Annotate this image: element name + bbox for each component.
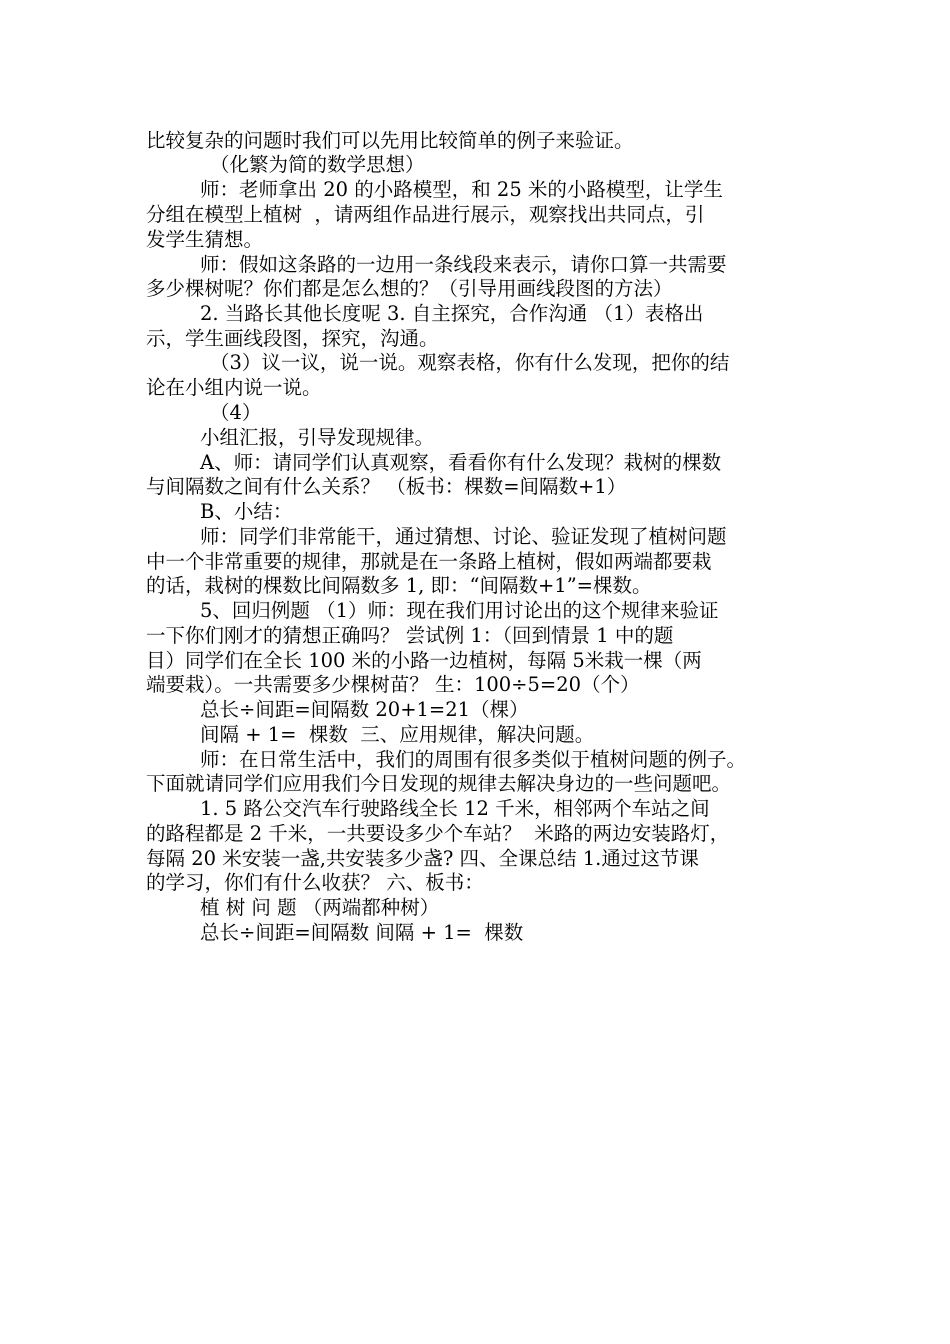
text-line: （3）议一议，说一说。观察表格，你有什么发现，把你的结	[210, 351, 730, 374]
text-line: 端要栽）。一共需要多少棵树苗？ 生：100÷5=20（个）	[146, 673, 640, 696]
text-line: B、小结：	[200, 500, 293, 523]
text-line: 师：假如这条路的一边用一条线段来表示，请你口算一共需要	[200, 253, 727, 276]
text-line: （4）	[210, 401, 262, 424]
text-line: 分组在模型上植树 ，请两组作品进行展示，观察找出共同点，引	[146, 203, 705, 226]
text-line: 2. 当路长其他长度呢 3. 自主探究，合作沟通 （1）表格出	[200, 302, 704, 325]
text-line: 的路程都是 2 千米，一共要设多少个车站？ 米路的两边安装路灯，	[146, 822, 730, 845]
text-line: 总长÷间距=间隔数 间隔 + 1= 棵数	[200, 921, 524, 944]
text-line: 间隔 + 1= 棵数 三、应用规律，解决问题。	[200, 723, 595, 746]
text-line: （化繁为简的数学思想）	[210, 153, 425, 176]
text-line: 发学生猜想。	[146, 228, 264, 251]
text-line: 多少棵树呢？你们都是怎么想的？（引导用画线段图的方法）	[146, 277, 673, 300]
text-line: 示，学生画线段图，探究，沟通。	[146, 327, 439, 350]
text-line: 目）同学们在全长 100 米的小路一边植树，每隔 5米栽一棵（两	[146, 649, 702, 672]
text-line: 的学习，你们有什么收获？ 六、板书：	[146, 871, 484, 894]
text-line: 论在小组内说一说。	[146, 376, 322, 399]
text-line: 5、回归例题 （1）师：现在我们用讨论出的这个规律来验证	[200, 599, 719, 622]
text-line: 一下你们刚才的猜想正确吗？ 尝试例 1：（回到情景 1 中的题	[146, 624, 674, 647]
text-line: 下面就请同学们应用我们今日发现的规律去解决身边的一些问题吧。	[146, 772, 732, 795]
text-line: 师：在日常生活中，我们的周围有很多类似于植树问题的例子。	[200, 748, 747, 771]
text-line: 中一个非常重要的规律，那就是在一条路上植树，假如两端都要栽	[146, 550, 712, 573]
text-line: 师：老师拿出 20 的小路模型，和 25 米的小路模型，让学生	[200, 178, 723, 201]
text-line: 1. 5 路公交汽车行驶路线全长 12 千米，相邻两个车站之间	[200, 797, 710, 820]
text-line: 与间隔数之间有什么关系？ （板书：棵数=间隔数+1）	[146, 475, 627, 498]
text-line: A、师：请同学们认真观察，看看你有什么发现？栽树的棵数	[200, 451, 722, 474]
text-line: 比较复杂的问题时我们可以先用比较简单的例子来验证。	[146, 129, 634, 152]
text-line: 植 树 问 题 （两端都种树）	[200, 896, 440, 919]
text-line: 师：同学们非常能干，通过猜想、讨论、验证发现了植树问题	[200, 525, 727, 548]
text-line: 总长÷间距=间隔数 20+1=21（棵）	[200, 698, 529, 721]
text-line: 的话，栽树的棵数比间隔数多 1, 即：“间隔数+1”=棵数。	[146, 574, 652, 597]
text-line: 每隔 20 米安装一盏,共安装多少盏? 四、全课总结 1.通过这节课	[146, 847, 699, 870]
text-line: 小组汇报，引导发现规律。	[200, 426, 435, 449]
